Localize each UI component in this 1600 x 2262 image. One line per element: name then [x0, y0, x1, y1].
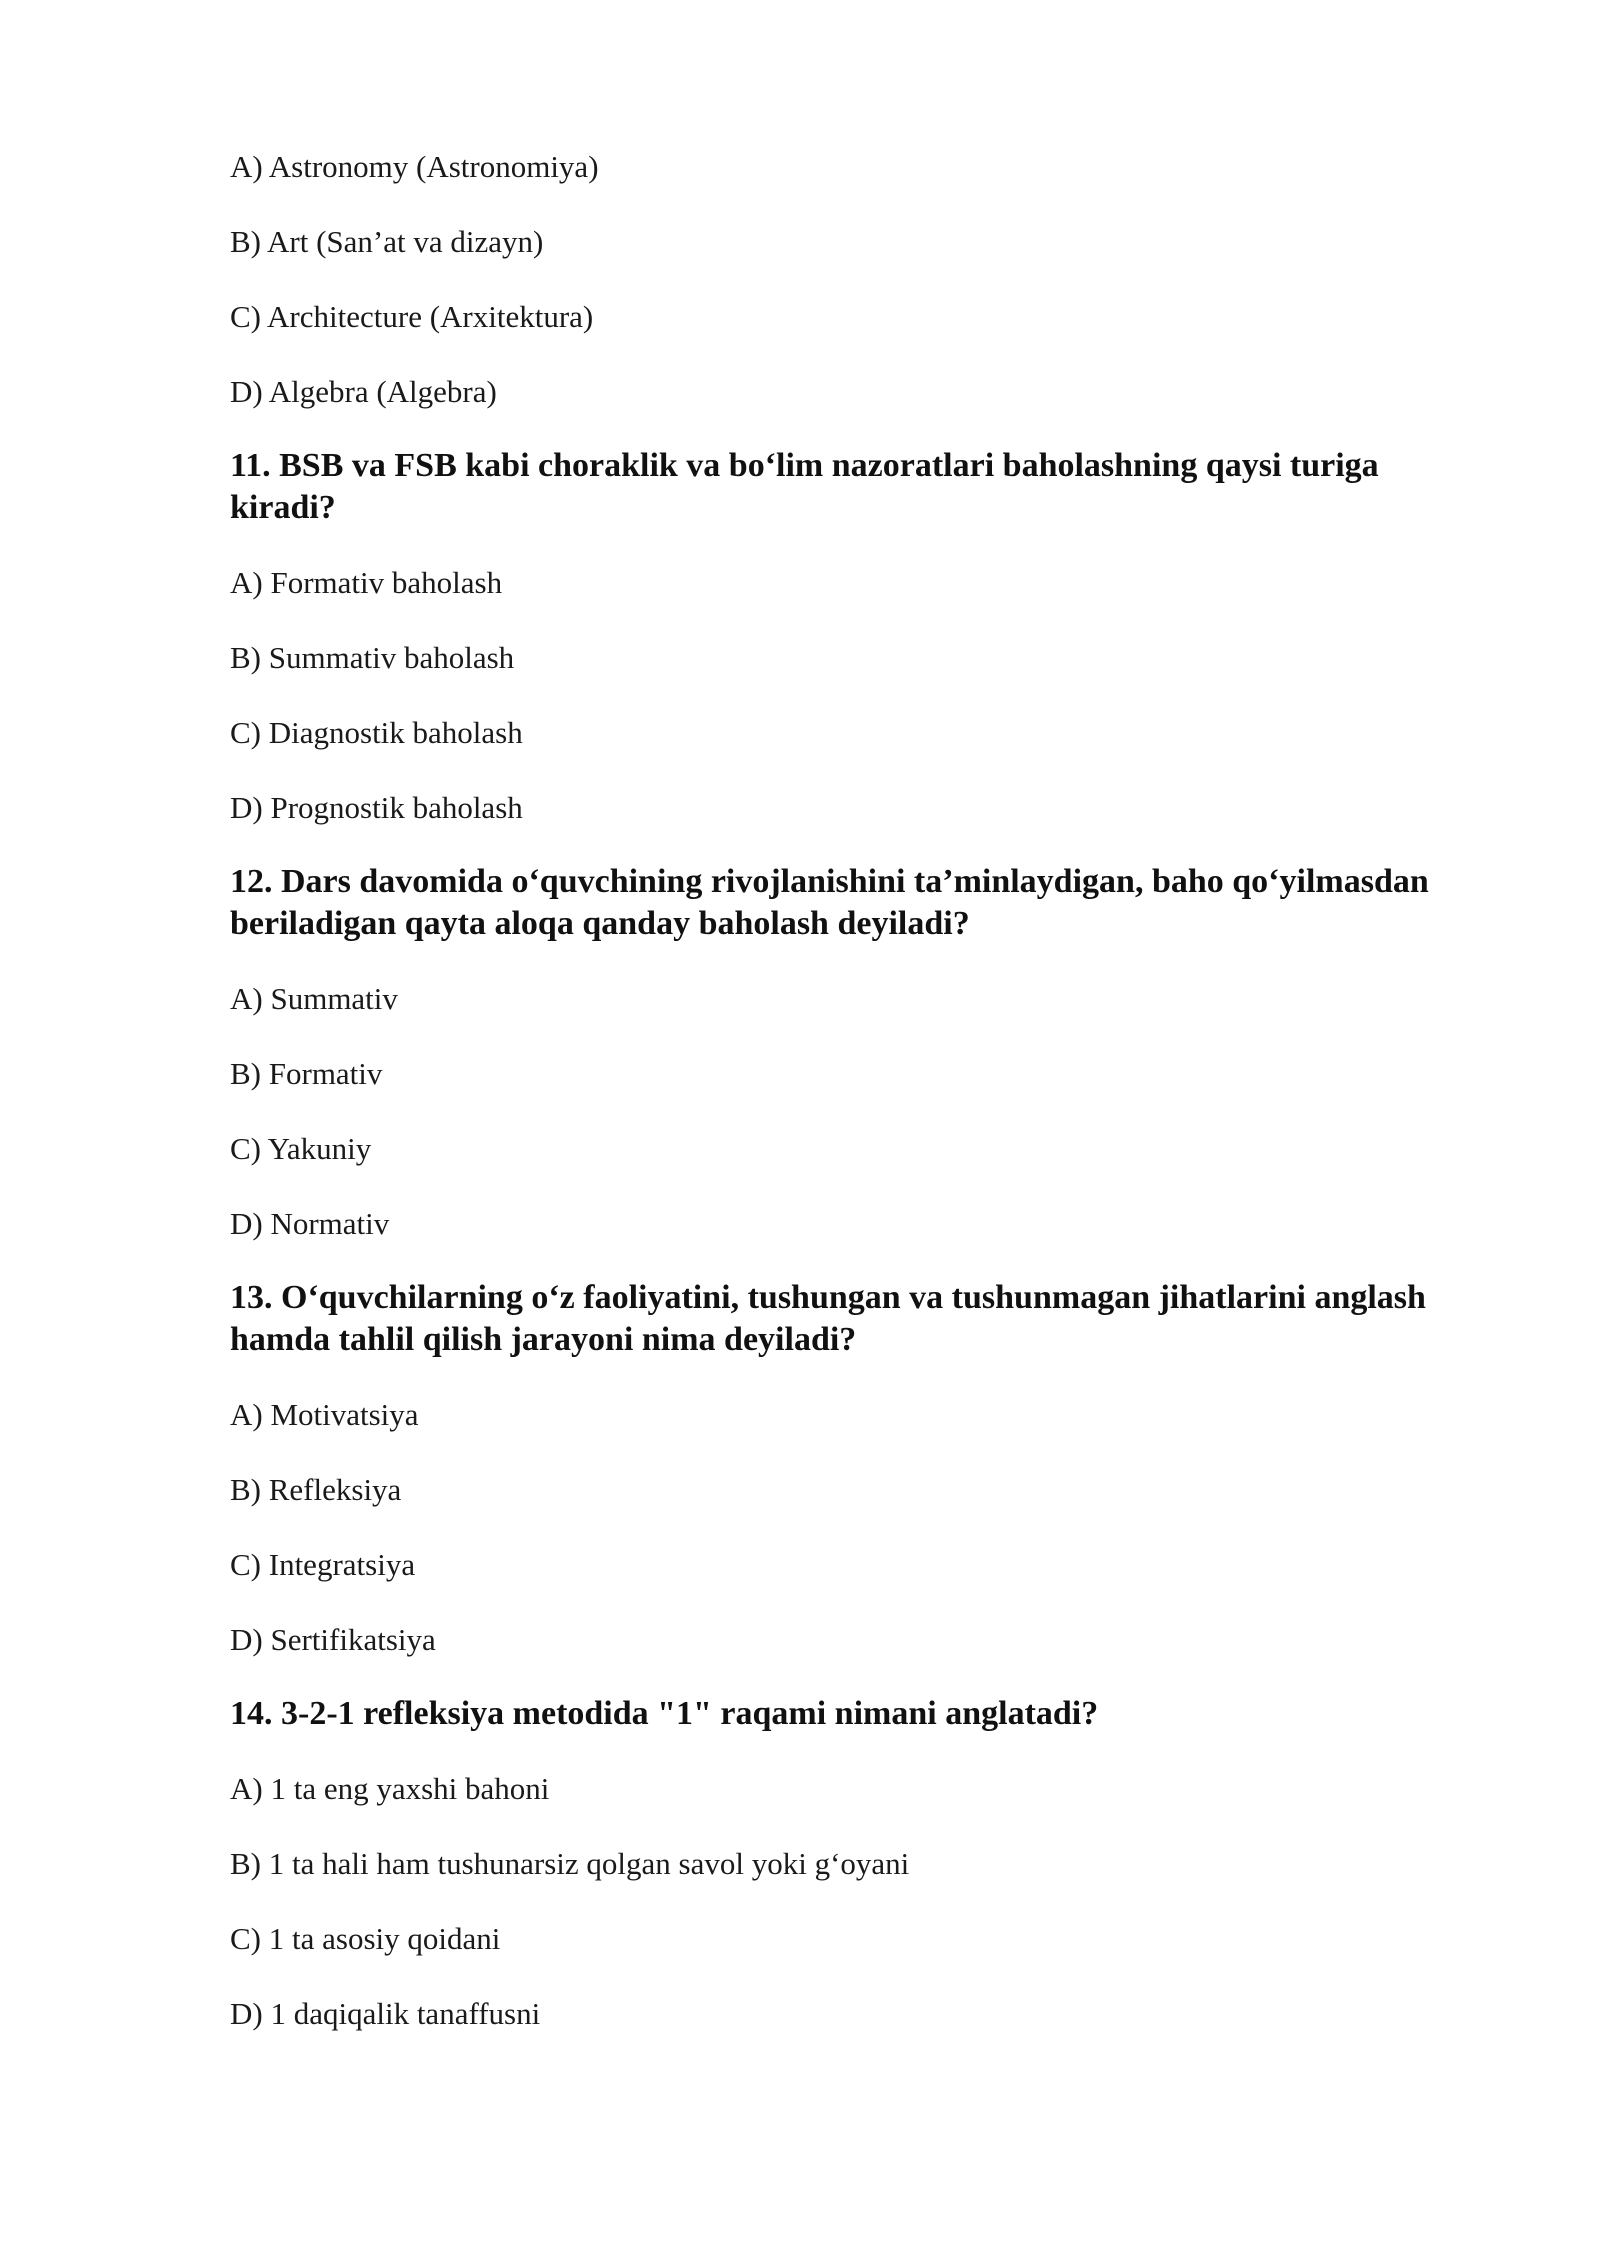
option-c: C) Diagnostik baholash: [230, 715, 523, 750]
question-block-12: [230, 861, 1470, 1243]
option-b: B) Formativ: [230, 1056, 383, 1091]
option-a: A) Astronomy (Astronomiya): [230, 149, 599, 184]
question-14-text: 14. 3-2-1 refleksiya metodida "1" raqami nimani anglatadi?: [230, 1695, 1099, 1732]
option-d: D) Prognostik baholash: [230, 790, 523, 825]
option-d: D) Normativ: [230, 1206, 390, 1241]
option-b: B) Summativ baholash: [230, 640, 515, 675]
option-a: A) Motivatsiya: [230, 1397, 419, 1432]
option-d: D) Algebra (Algebra): [230, 374, 497, 409]
option-b: B) Art (San’at va dizayn): [230, 224, 544, 259]
question-11-text: 11. BSB va FSB kabi choraklik va bo‘lim nazoratlari baholashning qaysi turiga kiradi?: [230, 447, 1379, 526]
question-block-14: [230, 1693, 1470, 2033]
option-a: A) Formativ baholash: [230, 565, 503, 600]
previous-question-options: [230, 148, 1470, 411]
question-block-13: [230, 1277, 1470, 1659]
option-a: A) 1 ta eng yaxshi bahoni: [230, 1771, 550, 1806]
option-d: D) 1 daqiqalik tanaffusni: [230, 1996, 541, 2031]
option-b: B) Refleksiya: [230, 1472, 402, 1507]
question-12-text: 12. Dars davomida o‘quvchining rivojlanishini ta’minlaydigan, baho qo‘yilmasdan beriladigan qayta aloqa qanday baholash deyiladi?: [230, 863, 1429, 942]
option-a: A) Summativ: [230, 981, 398, 1016]
option-c: C) Yakuniy: [230, 1131, 372, 1166]
option-c: C) 1 ta asosiy qoidani: [230, 1921, 501, 1956]
option-c: C) Architecture (Arxitektura): [230, 299, 594, 334]
option-b: B) 1 ta hali ham tushunarsiz qolgan savol yoki g‘oyani: [230, 1846, 910, 1881]
question-block-11: [230, 445, 1470, 827]
option-d: D) Sertifikatsiya: [230, 1622, 436, 1657]
document-page: [230, 148, 1470, 2067]
question-13-text: 13. O‘quvchilarning o‘z faoliyatini, tushungan va tushunmagan jihatlarini anglash hamda tahlil qilish jarayoni nima deyiladi?: [230, 1279, 1426, 1358]
option-c: C) Integratsiya: [230, 1547, 416, 1582]
